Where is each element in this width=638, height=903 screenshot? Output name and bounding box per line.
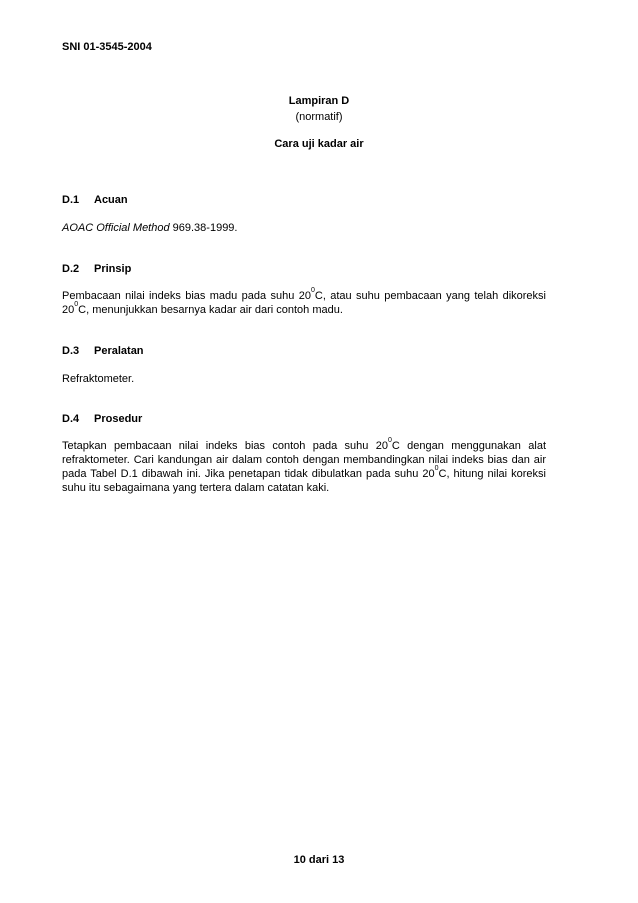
appendix-title: Lampiran D bbox=[288, 95, 350, 107]
section-heading-peralatan bbox=[62, 344, 144, 358]
appendix-subject: Cara uji kadar air bbox=[274, 138, 364, 150]
standard-code: SNI 01-3545-2004 bbox=[62, 41, 152, 53]
section-title: Acuan bbox=[94, 194, 128, 206]
section-heading-prosedur bbox=[62, 412, 142, 426]
section-heading-acuan bbox=[62, 193, 128, 207]
reference-number: 969.38-1999. bbox=[169, 222, 238, 234]
section-title: Prinsip bbox=[94, 263, 132, 275]
page-number: 10 dari 13 bbox=[293, 854, 345, 866]
section-peralatan-body: Refraktometer. bbox=[62, 373, 135, 385]
section-prinsip-body: Pembacaan nilai indeks bias madu pada suhu $20^0C$, atau suhu pembacaan yang telah dikoreksi $20^0C$, menunjukkan besarnya kadar air dari contoh madu. bbox=[62, 287, 546, 316]
reference-method: AOAC Official Method bbox=[62, 222, 170, 234]
section-prosedur-body: Tetapkan pembacaan nilai indeks bias contoh pada suhu $20^0C$ dengan menggunakan alat refraktometer. Cari kandungan air dalam contoh dengan membandingkan nilai indeks bias dan air pada Tabel D.1 dibawah ini. Jika penetapan tidak dibulatkan pada suhu $20^0C$, hitung nilai koreksi suhu itu sebagaimana yang tertera dalam catatan kaki. bbox=[62, 437, 546, 494]
section-number: D.4 bbox=[62, 413, 80, 425]
section-acuan-body bbox=[62, 221, 546, 235]
section-title: Peralatan bbox=[94, 345, 144, 357]
section-number: D.2 bbox=[62, 263, 80, 275]
appendix-status: (normatif) bbox=[295, 111, 343, 123]
section-title: Prosedur bbox=[94, 413, 143, 425]
section-number: D.1 bbox=[62, 194, 80, 206]
section-heading-prinsip bbox=[62, 262, 131, 276]
section-number: D.3 bbox=[62, 345, 80, 357]
